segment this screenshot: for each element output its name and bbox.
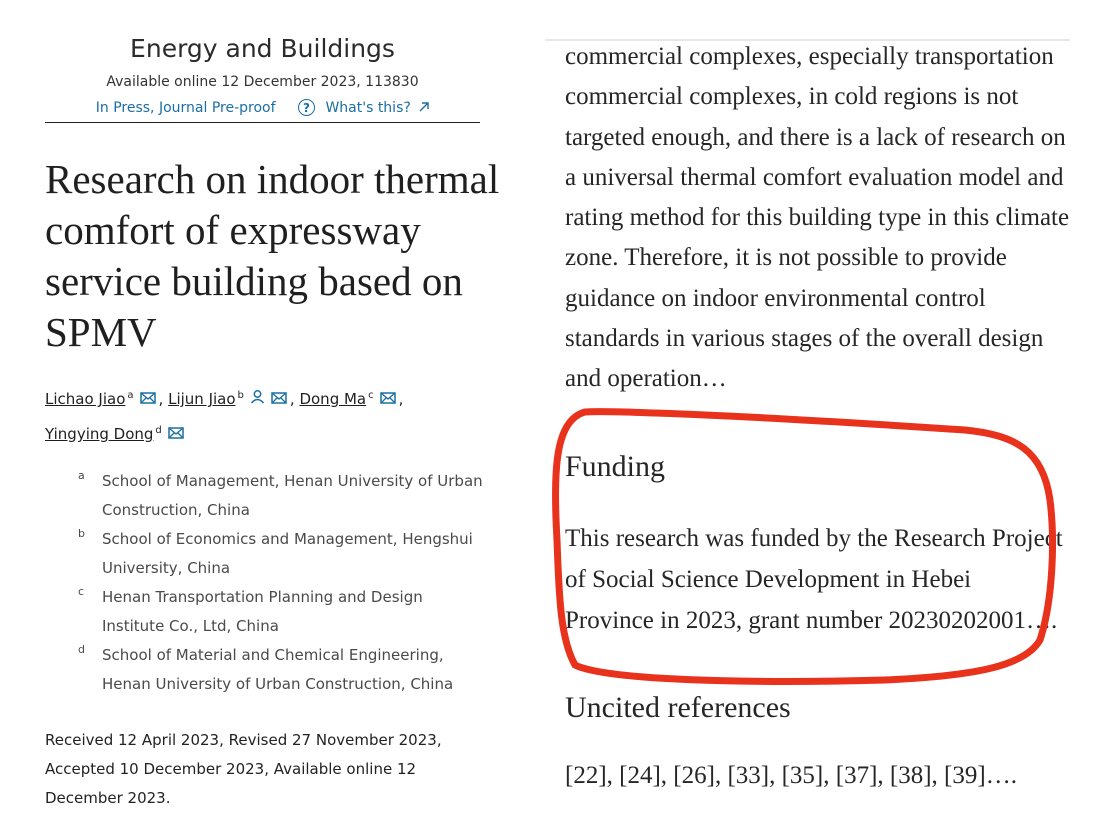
affiliation-letter: c <box>78 585 85 598</box>
affiliation-letter: b <box>78 527 85 540</box>
header-divider <box>45 122 480 123</box>
author-affiliation-sup: a <box>127 390 134 401</box>
article-header-column <box>0 0 530 836</box>
status-row <box>45 99 480 116</box>
envelope-icon[interactable] <box>380 384 396 415</box>
envelope-icon[interactable] <box>168 419 184 450</box>
author-item <box>299 390 403 408</box>
excerpt-body-text: commercial complexes, especially transportation commercial complexes, in cold regions is not targeted enough, and there is a lack of research on a universal thermal comfort evaluation model and rating method for this building type in this climate zone. Therefore, it is not possible to provide guidance on indoor environmental control standards in various stages of the overall design and operation… <box>565 43 1070 393</box>
funding-heading: Funding <box>565 450 666 483</box>
affiliation-text: School of Material and Chemical Engineering, Henan University of Urban Construction, China <box>102 646 454 693</box>
external-link-icon <box>419 100 429 116</box>
author-item <box>45 390 163 408</box>
affiliation-letter: d <box>78 643 85 656</box>
author-separator: , <box>398 390 404 408</box>
author-item <box>45 425 187 443</box>
uncited-references-heading: Uncited references <box>565 691 791 724</box>
available-online-line: Available online 12 December 2023, 113830 <box>106 74 419 90</box>
author-name[interactable]: Dong Ma <box>299 390 367 408</box>
envelope-icon[interactable] <box>271 384 287 415</box>
affiliation-text: School of Management, Henan University of Urban Construction, China <box>102 472 483 519</box>
whats-this-link[interactable]: What's this? <box>325 99 411 116</box>
author-list <box>45 380 485 450</box>
status-link[interactable]: In Press, Journal Pre-proof <box>95 99 276 116</box>
affiliation-letter: a <box>78 469 85 482</box>
author-separator: , <box>158 390 164 408</box>
affiliation-item <box>78 525 498 583</box>
affiliation-text: Henan Transportation Planning and Design Institute Co., Ltd, China <box>102 588 423 635</box>
affiliation-list <box>78 467 498 699</box>
affiliation-item <box>78 583 498 641</box>
article-history-dates: Received 12 April 2023, Revised 27 November 2023, Accepted 10 December 2023, Available online 12 December 2023. <box>45 731 442 807</box>
author-affiliation-sup: b <box>237 390 244 401</box>
funding-text: This research was funded by the Research Project of Social Science Development in Hebei Province in 2023, grant number 20230202001…. <box>565 525 1063 634</box>
author-name[interactable]: Yingying Dong <box>45 425 154 443</box>
uncited-references-list: [22], [24], [26], [33], [35], [37], [38], [39]…. <box>565 762 1017 789</box>
envelope-icon[interactable] <box>140 384 156 415</box>
affiliation-item <box>78 641 498 699</box>
article-title: Research on indoor thermal comfort of expressway service building based on SPMV <box>45 156 500 355</box>
affiliation-text: School of Economics and Management, Hengshui University, China <box>102 530 473 577</box>
author-affiliation-sup: c <box>368 390 374 401</box>
person-icon[interactable] <box>250 384 265 415</box>
author-item <box>168 390 295 408</box>
article-excerpt-column <box>545 0 1100 836</box>
author-separator: , <box>289 390 295 408</box>
journal-title[interactable]: Energy and Buildings <box>130 34 395 63</box>
author-name[interactable]: Lichao Jiao <box>45 390 126 408</box>
affiliation-item <box>78 467 498 525</box>
author-affiliation-sup: d <box>155 425 162 436</box>
question-icon[interactable]: ? <box>298 99 315 116</box>
author-name[interactable]: Lijun Jiao <box>168 390 236 408</box>
